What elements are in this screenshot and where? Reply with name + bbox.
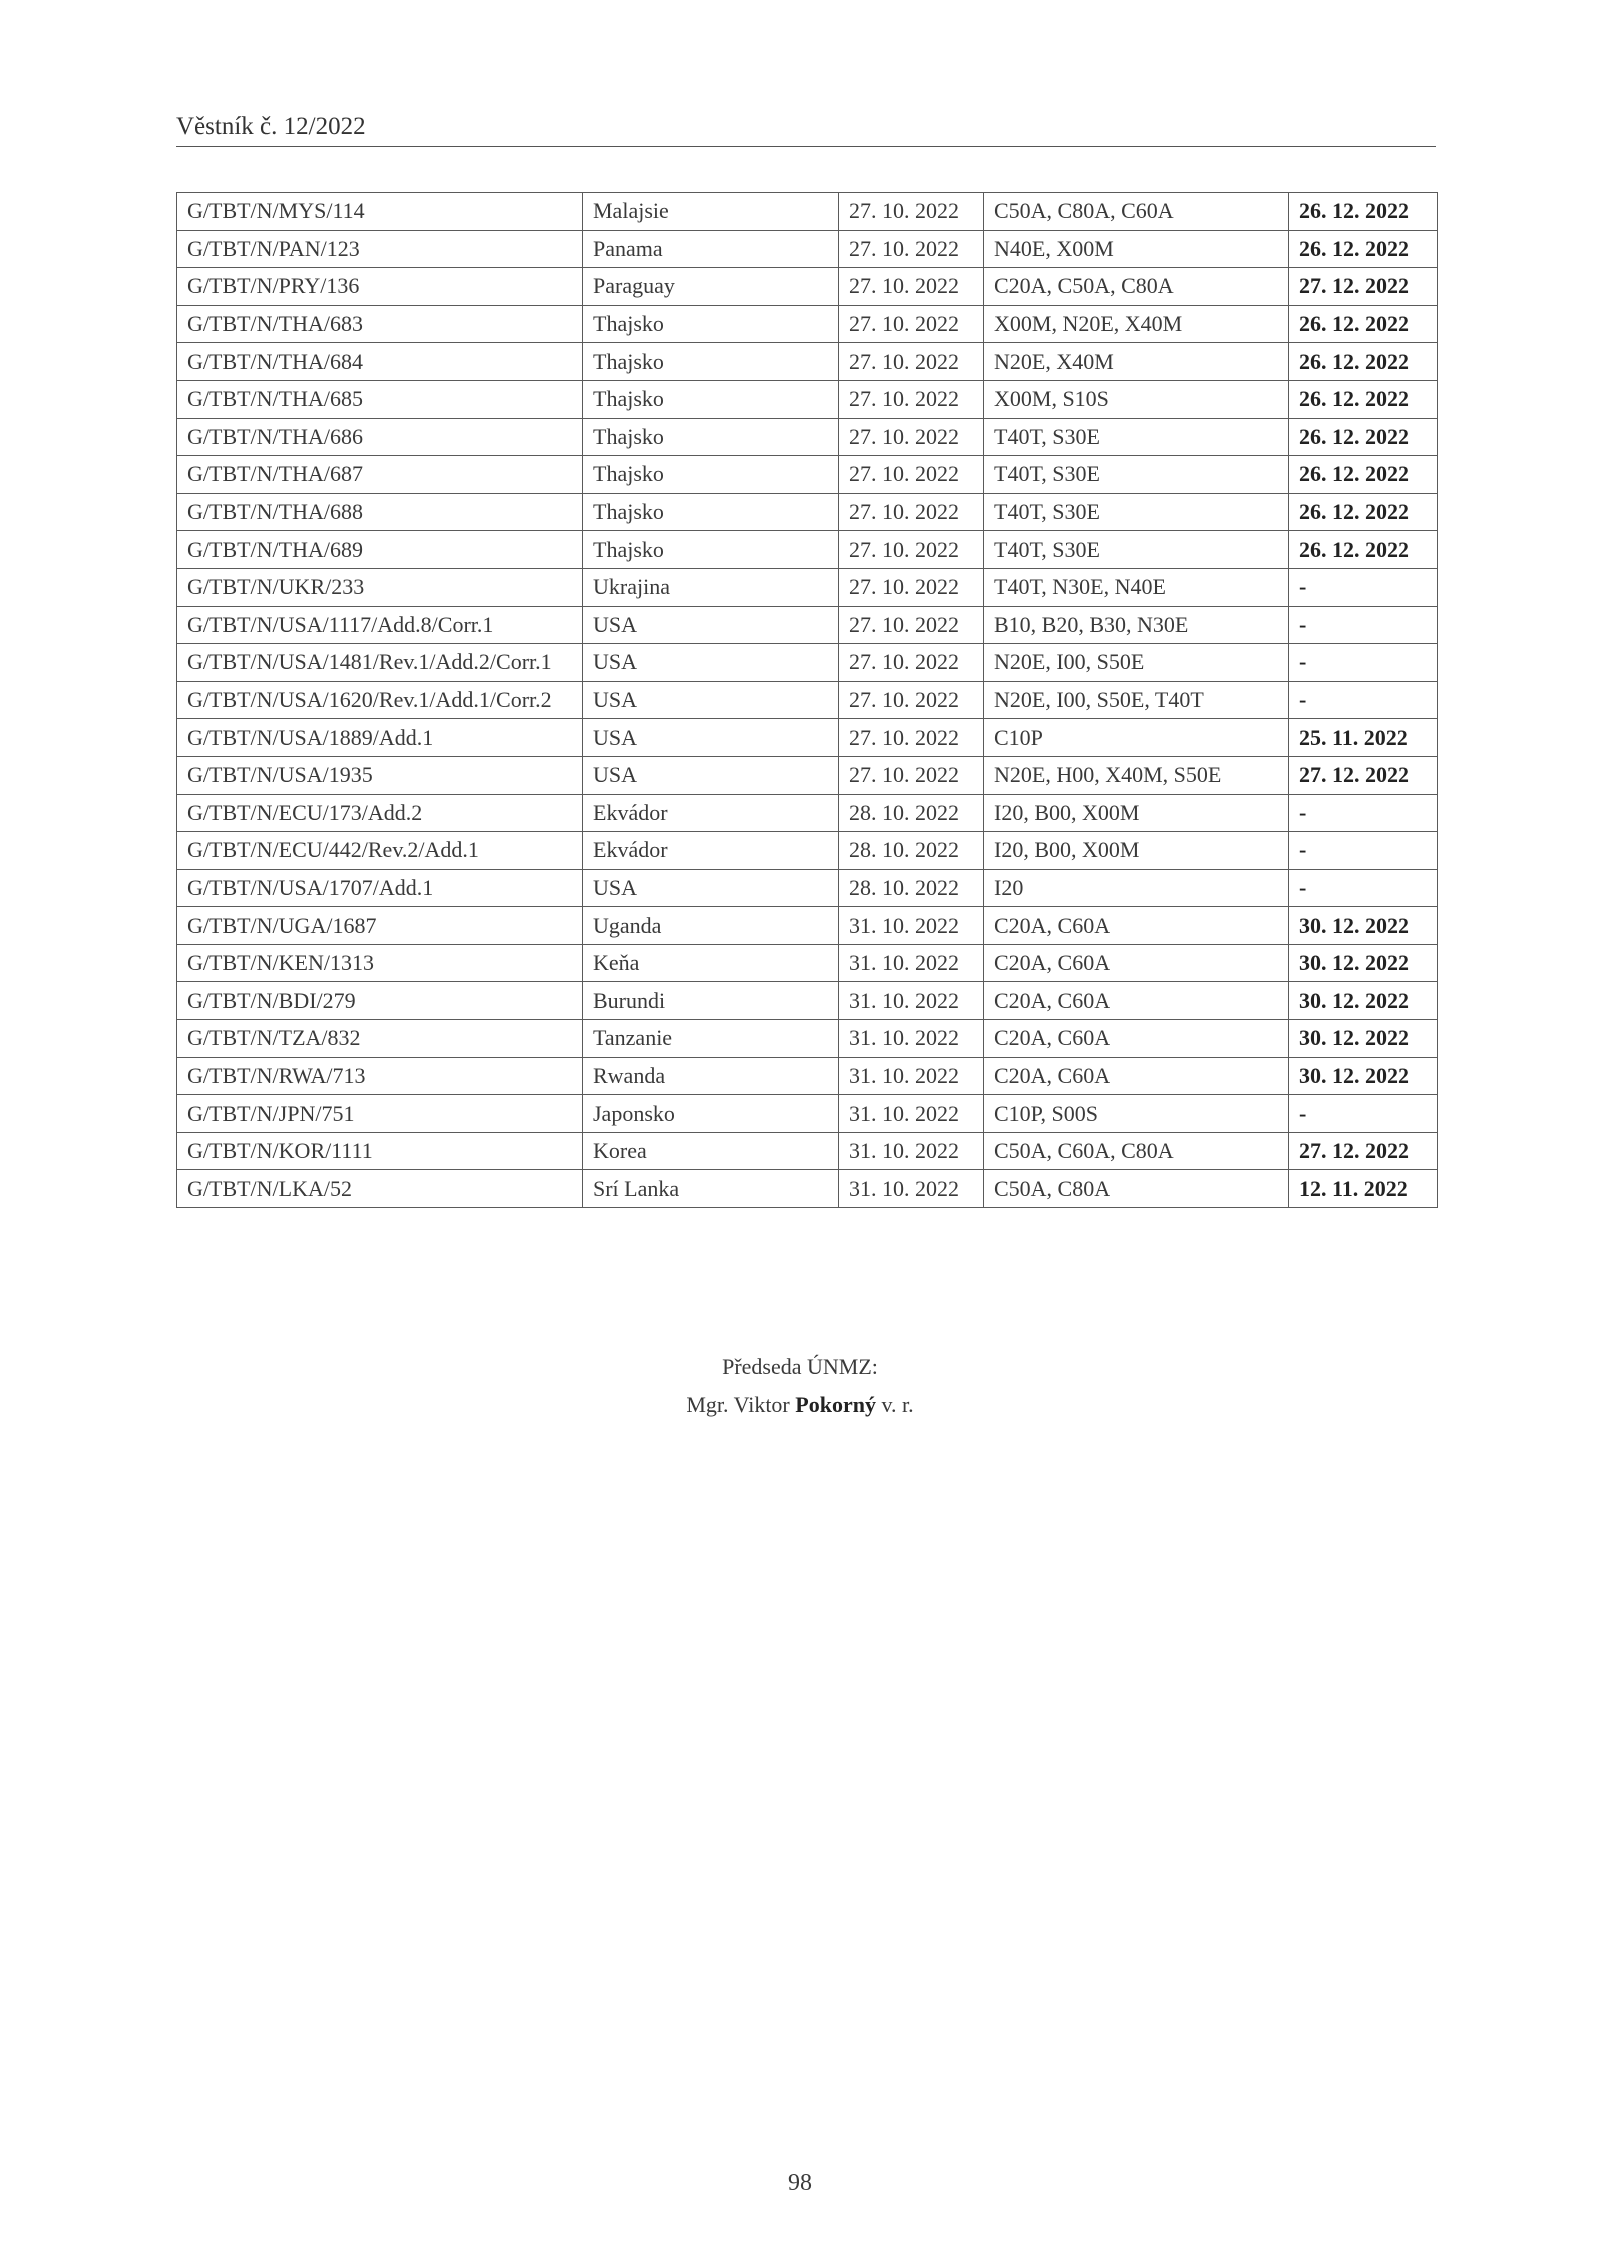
cell-symbol: G/TBT/N/THA/689 — [177, 531, 583, 569]
cell-country: USA — [583, 681, 839, 719]
cell-date: 31. 10. 2022 — [839, 1170, 984, 1208]
cell-deadline: 26. 12. 2022 — [1289, 343, 1438, 381]
cell-country: Japonsko — [583, 1095, 839, 1133]
cell-country: Thajsko — [583, 456, 839, 494]
cell-country: Ekvádor — [583, 832, 839, 870]
cell-symbol: G/TBT/N/JPN/751 — [177, 1095, 583, 1133]
cell-deadline: - — [1289, 681, 1438, 719]
cell-symbol: G/TBT/N/LKA/52 — [177, 1170, 583, 1208]
table-row — [177, 869, 1438, 907]
cell-codes: I20, B00, X00M — [984, 832, 1289, 870]
cell-date: 27. 10. 2022 — [839, 456, 984, 494]
cell-deadline: - — [1289, 606, 1438, 644]
cell-codes: C20A, C60A — [984, 1057, 1289, 1095]
cell-date: 27. 10. 2022 — [839, 756, 984, 794]
signature-surname: Pokorný — [795, 1392, 876, 1417]
cell-country: USA — [583, 756, 839, 794]
cell-codes: C10P, S00S — [984, 1095, 1289, 1133]
cell-date: 31. 10. 2022 — [839, 907, 984, 945]
cell-symbol: G/TBT/N/USA/1481/Rev.1/Add.2/Corr.1 — [177, 644, 583, 682]
table-row — [177, 343, 1438, 381]
signature-role: Předseda ÚNMZ: — [722, 1354, 878, 1379]
table-row — [177, 230, 1438, 268]
table-row — [177, 907, 1438, 945]
cell-country: Thajsko — [583, 343, 839, 381]
cell-symbol: G/TBT/N/UGA/1687 — [177, 907, 583, 945]
page-header — [176, 112, 1436, 147]
cell-symbol: G/TBT/N/KOR/1111 — [177, 1132, 583, 1170]
cell-date: 27. 10. 2022 — [839, 418, 984, 456]
cell-country: Thajsko — [583, 418, 839, 456]
cell-country: Paraguay — [583, 268, 839, 306]
cell-date: 28. 10. 2022 — [839, 869, 984, 907]
cell-codes: C10P — [984, 719, 1289, 757]
cell-date: 31. 10. 2022 — [839, 944, 984, 982]
cell-codes: T40T, S30E — [984, 418, 1289, 456]
cell-deadline: - — [1289, 794, 1438, 832]
cell-codes: X00M, S10S — [984, 380, 1289, 418]
cell-country: Korea — [583, 1132, 839, 1170]
table-row — [177, 1057, 1438, 1095]
cell-deadline: 25. 11. 2022 — [1289, 719, 1438, 757]
cell-deadline: 26. 12. 2022 — [1289, 418, 1438, 456]
cell-country: Burundi — [583, 982, 839, 1020]
notification-table — [176, 192, 1438, 1208]
cell-symbol: G/TBT/N/UKR/233 — [177, 568, 583, 606]
cell-deadline: 30. 12. 2022 — [1289, 1020, 1438, 1058]
table-row — [177, 418, 1438, 456]
table-body — [177, 193, 1438, 1208]
table-row — [177, 1095, 1438, 1133]
cell-date: 27. 10. 2022 — [839, 230, 984, 268]
cell-deadline: 30. 12. 2022 — [1289, 982, 1438, 1020]
signature-block — [0, 1348, 1600, 1424]
cell-symbol: G/TBT/N/KEN/1313 — [177, 944, 583, 982]
cell-codes: I20, B00, X00M — [984, 794, 1289, 832]
cell-deadline: 26. 12. 2022 — [1289, 230, 1438, 268]
cell-date: 27. 10. 2022 — [839, 568, 984, 606]
cell-country: Thajsko — [583, 493, 839, 531]
cell-date: 27. 10. 2022 — [839, 193, 984, 231]
table-row — [177, 380, 1438, 418]
table-row — [177, 944, 1438, 982]
cell-date: 27. 10. 2022 — [839, 380, 984, 418]
cell-date: 27. 10. 2022 — [839, 644, 984, 682]
cell-country: Malajsie — [583, 193, 839, 231]
table-row — [177, 531, 1438, 569]
table-row — [177, 681, 1438, 719]
cell-symbol: G/TBT/N/USA/1889/Add.1 — [177, 719, 583, 757]
cell-codes: C50A, C60A, C80A — [984, 1132, 1289, 1170]
cell-deadline: 26. 12. 2022 — [1289, 493, 1438, 531]
cell-codes: T40T, S30E — [984, 493, 1289, 531]
cell-deadline: 12. 11. 2022 — [1289, 1170, 1438, 1208]
cell-codes: C20A, C60A — [984, 907, 1289, 945]
cell-country: USA — [583, 719, 839, 757]
cell-codes: C50A, C80A — [984, 1170, 1289, 1208]
cell-symbol: G/TBT/N/RWA/713 — [177, 1057, 583, 1095]
cell-date: 31. 10. 2022 — [839, 1132, 984, 1170]
cell-symbol: G/TBT/N/THA/685 — [177, 380, 583, 418]
table-row — [177, 982, 1438, 1020]
cell-date: 27. 10. 2022 — [839, 681, 984, 719]
cell-country: USA — [583, 606, 839, 644]
cell-symbol: G/TBT/N/THA/687 — [177, 456, 583, 494]
table-row — [177, 305, 1438, 343]
cell-deadline: - — [1289, 869, 1438, 907]
cell-codes: B10, B20, B30, N30E — [984, 606, 1289, 644]
cell-symbol: G/TBT/N/THA/688 — [177, 493, 583, 531]
cell-codes: C20A, C50A, C80A — [984, 268, 1289, 306]
cell-deadline: 30. 12. 2022 — [1289, 1057, 1438, 1095]
table-row — [177, 1170, 1438, 1208]
cell-date: 31. 10. 2022 — [839, 982, 984, 1020]
cell-date: 28. 10. 2022 — [839, 832, 984, 870]
cell-country: Ekvádor — [583, 794, 839, 832]
cell-date: 27. 10. 2022 — [839, 606, 984, 644]
table-row — [177, 493, 1438, 531]
table-row — [177, 606, 1438, 644]
cell-symbol: G/TBT/N/BDI/279 — [177, 982, 583, 1020]
cell-symbol: G/TBT/N/THA/686 — [177, 418, 583, 456]
cell-codes: N20E, X40M — [984, 343, 1289, 381]
cell-country: USA — [583, 644, 839, 682]
cell-codes: N20E, I00, S50E — [984, 644, 1289, 682]
cell-symbol: G/TBT/N/USA/1707/Add.1 — [177, 869, 583, 907]
cell-deadline: 26. 12. 2022 — [1289, 531, 1438, 569]
cell-deadline: 27. 12. 2022 — [1289, 1132, 1438, 1170]
table-row — [177, 456, 1438, 494]
cell-deadline: 27. 12. 2022 — [1289, 756, 1438, 794]
cell-country: Thajsko — [583, 531, 839, 569]
signature-name — [0, 1386, 1600, 1424]
table-row — [177, 719, 1438, 757]
cell-symbol: G/TBT/N/THA/683 — [177, 305, 583, 343]
signature-prefix: Mgr. Viktor — [686, 1392, 790, 1417]
cell-deadline: 26. 12. 2022 — [1289, 305, 1438, 343]
cell-deadline: 26. 12. 2022 — [1289, 380, 1438, 418]
cell-country: Thajsko — [583, 380, 839, 418]
cell-symbol: G/TBT/N/THA/684 — [177, 343, 583, 381]
cell-codes: C20A, C60A — [984, 1020, 1289, 1058]
cell-codes: N20E, I00, S50E, T40T — [984, 681, 1289, 719]
cell-country: USA — [583, 869, 839, 907]
cell-country: Srí Lanka — [583, 1170, 839, 1208]
cell-date: 28. 10. 2022 — [839, 794, 984, 832]
cell-deadline: 30. 12. 2022 — [1289, 907, 1438, 945]
cell-date: 27. 10. 2022 — [839, 268, 984, 306]
cell-symbol: G/TBT/N/MYS/114 — [177, 193, 583, 231]
table-row — [177, 756, 1438, 794]
cell-country: Uganda — [583, 907, 839, 945]
table-row — [177, 568, 1438, 606]
cell-codes: C50A, C80A, C60A — [984, 193, 1289, 231]
cell-date: 27. 10. 2022 — [839, 531, 984, 569]
cell-codes: N20E, H00, X40M, S50E — [984, 756, 1289, 794]
cell-country: Keňa — [583, 944, 839, 982]
cell-date: 31. 10. 2022 — [839, 1095, 984, 1133]
table-row — [177, 268, 1438, 306]
cell-codes: T40T, S30E — [984, 531, 1289, 569]
cell-country: Thajsko — [583, 305, 839, 343]
cell-date: 27. 10. 2022 — [839, 719, 984, 757]
cell-codes: C20A, C60A — [984, 944, 1289, 982]
cell-date: 27. 10. 2022 — [839, 493, 984, 531]
signature-suffix: v. r. — [881, 1392, 914, 1417]
cell-country: Ukrajina — [583, 568, 839, 606]
cell-codes: N40E, X00M — [984, 230, 1289, 268]
cell-deadline: - — [1289, 644, 1438, 682]
cell-symbol: G/TBT/N/USA/1620/Rev.1/Add.1/Corr.2 — [177, 681, 583, 719]
table-row — [177, 644, 1438, 682]
cell-country: Panama — [583, 230, 839, 268]
cell-deadline: 27. 12. 2022 — [1289, 268, 1438, 306]
cell-deadline: 30. 12. 2022 — [1289, 944, 1438, 982]
cell-deadline: 26. 12. 2022 — [1289, 456, 1438, 494]
cell-deadline: - — [1289, 1095, 1438, 1133]
cell-codes: T40T, N30E, N40E — [984, 568, 1289, 606]
table-row — [177, 1020, 1438, 1058]
cell-symbol: G/TBT/N/PAN/123 — [177, 230, 583, 268]
cell-symbol: G/TBT/N/USA/1935 — [177, 756, 583, 794]
journal-title: Věstník č. 12/2022 — [176, 113, 366, 140]
cell-deadline: - — [1289, 568, 1438, 606]
table-row — [177, 193, 1438, 231]
cell-date: 31. 10. 2022 — [839, 1020, 984, 1058]
cell-codes: T40T, S30E — [984, 456, 1289, 494]
cell-codes: I20 — [984, 869, 1289, 907]
cell-deadline: - — [1289, 832, 1438, 870]
cell-symbol: G/TBT/N/TZA/832 — [177, 1020, 583, 1058]
table-row — [177, 794, 1438, 832]
cell-codes: X00M, N20E, X40M — [984, 305, 1289, 343]
table-row — [177, 1132, 1438, 1170]
cell-country: Rwanda — [583, 1057, 839, 1095]
cell-country: Tanzanie — [583, 1020, 839, 1058]
cell-date: 27. 10. 2022 — [839, 343, 984, 381]
cell-date: 31. 10. 2022 — [839, 1057, 984, 1095]
table-row — [177, 832, 1438, 870]
cell-symbol: G/TBT/N/ECU/442/Rev.2/Add.1 — [177, 832, 583, 870]
cell-date: 27. 10. 2022 — [839, 305, 984, 343]
page-number: 98 — [788, 2170, 812, 2196]
cell-symbol: G/TBT/N/ECU/173/Add.2 — [177, 794, 583, 832]
cell-codes: C20A, C60A — [984, 982, 1289, 1020]
cell-symbol: G/TBT/N/USA/1117/Add.8/Corr.1 — [177, 606, 583, 644]
cell-symbol: G/TBT/N/PRY/136 — [177, 268, 583, 306]
cell-deadline: 26. 12. 2022 — [1289, 193, 1438, 231]
